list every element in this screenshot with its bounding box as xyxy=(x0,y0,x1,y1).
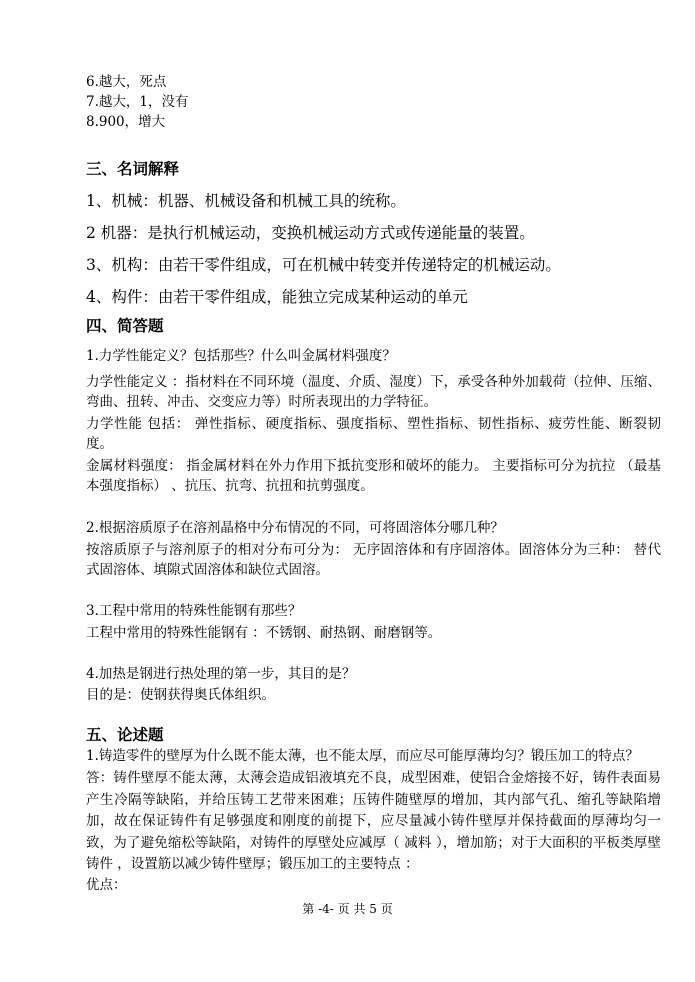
answer-2: 按溶质原子与溶剂原子的相对分布可分为： 无序固溶体和有序固溶体。固溶体分为三种： 替代式固溶体、填隙式固溶体和缺位式固溶。 xyxy=(86,542,661,578)
section-3-heading: 三、名词解释 xyxy=(86,159,180,178)
essay-question-1: 1.铸造零件的壁厚为什么既不能太薄，也不能太厚，而应尽可能厚薄均匀？锻压加工的特点？ xyxy=(86,748,639,764)
answer-3: 工程中常用的特殊性能钢有 ：不锈钢、耐热钢、耐磨钢等。 xyxy=(86,625,442,641)
page-footer: 第 -4- 页 共 5 页 xyxy=(302,902,393,916)
essay-answer: 答：铸件壁厚不能太薄，太薄会造成铝液填充不良，成型困难，使铝合金熔接不好，铸件表面易产生冷隔等缺陷，并给压铸工艺带来困难；压铸件随壁厚的增加，其内部气孔、缩孔等缺陷增加，故在保证铸件有足够强度和刚度的前提下，应尽量减小铸件壁厚并保持截面的厚薄均匀一致，为了避免缩松等缺陷，对铸件的厚壁处应减厚（ 减料 ），增加筋；对于大面积的平板类厚壁铸件 ，设置筋以减少铸件壁厚；锻压加工的主要特点 ： xyxy=(86,770,661,872)
answer-1-strength: 金属材料强度： 指金属材料在外力作用下抵抗变形和破坏的能力。 主要指标可分为抗拉 （最基本强度指标） 、抗压、抗弯、抗扭和抗剪强度。 xyxy=(86,458,661,494)
answer-line-7: 7.越大，1，没有 xyxy=(86,94,189,110)
question-3: 3.工程中常用的特殊性能钢有那些？ xyxy=(86,603,302,619)
answer-line-6: 6.越大，死点 xyxy=(86,74,167,90)
answer-1-definition: 力学性能定义 ：指材料在不同环境（温度、介质、湿度）下，承受各种外加载荷（拉伸、压缩、弯曲、扭转、冲击、交变应力等）时所表现出的力学特征。 xyxy=(86,374,661,410)
question-1: 1.力学性能定义？包括那些？什么叫金属材料强度？ xyxy=(86,348,396,364)
question-2: 2.根据溶质原子在溶剂晶格中分布情况的不同，可将固溶体分哪几种？ xyxy=(86,520,504,536)
answer-1-includes: 力学性能 包括： 弹性指标、硬度指标、强度指标、塑性指标、韧性指标、疲劳性能、断裂韧度。 xyxy=(86,416,661,452)
question-4: 4.加热是钢进行热处理的第一步，其目的是？ xyxy=(86,666,356,682)
definition-item-2: 2 机器：是执行机械运动，变换机械运动方式或传递能量的装置。 xyxy=(86,224,535,242)
section-5-heading: 五、论述题 xyxy=(86,725,164,744)
definition-item-3: 3、机构：由若干零件组成，可在机械中转变并传递特定的机械运动。 xyxy=(86,256,561,274)
answer-line-8: 8.900，增大 xyxy=(86,114,166,130)
advantages-label: 优点： xyxy=(86,877,127,893)
answer-4: 目的是：使钢获得奥氏体组织。 xyxy=(86,687,275,703)
definition-item-4: 4、构件：由若干零件组成，能独立完成某种运动的单元 xyxy=(86,288,468,306)
definition-item-1: 1、机械：机器、机械设备和机械工具的统称。 xyxy=(86,192,406,210)
section-4-heading: 四、简答题 xyxy=(86,316,164,335)
